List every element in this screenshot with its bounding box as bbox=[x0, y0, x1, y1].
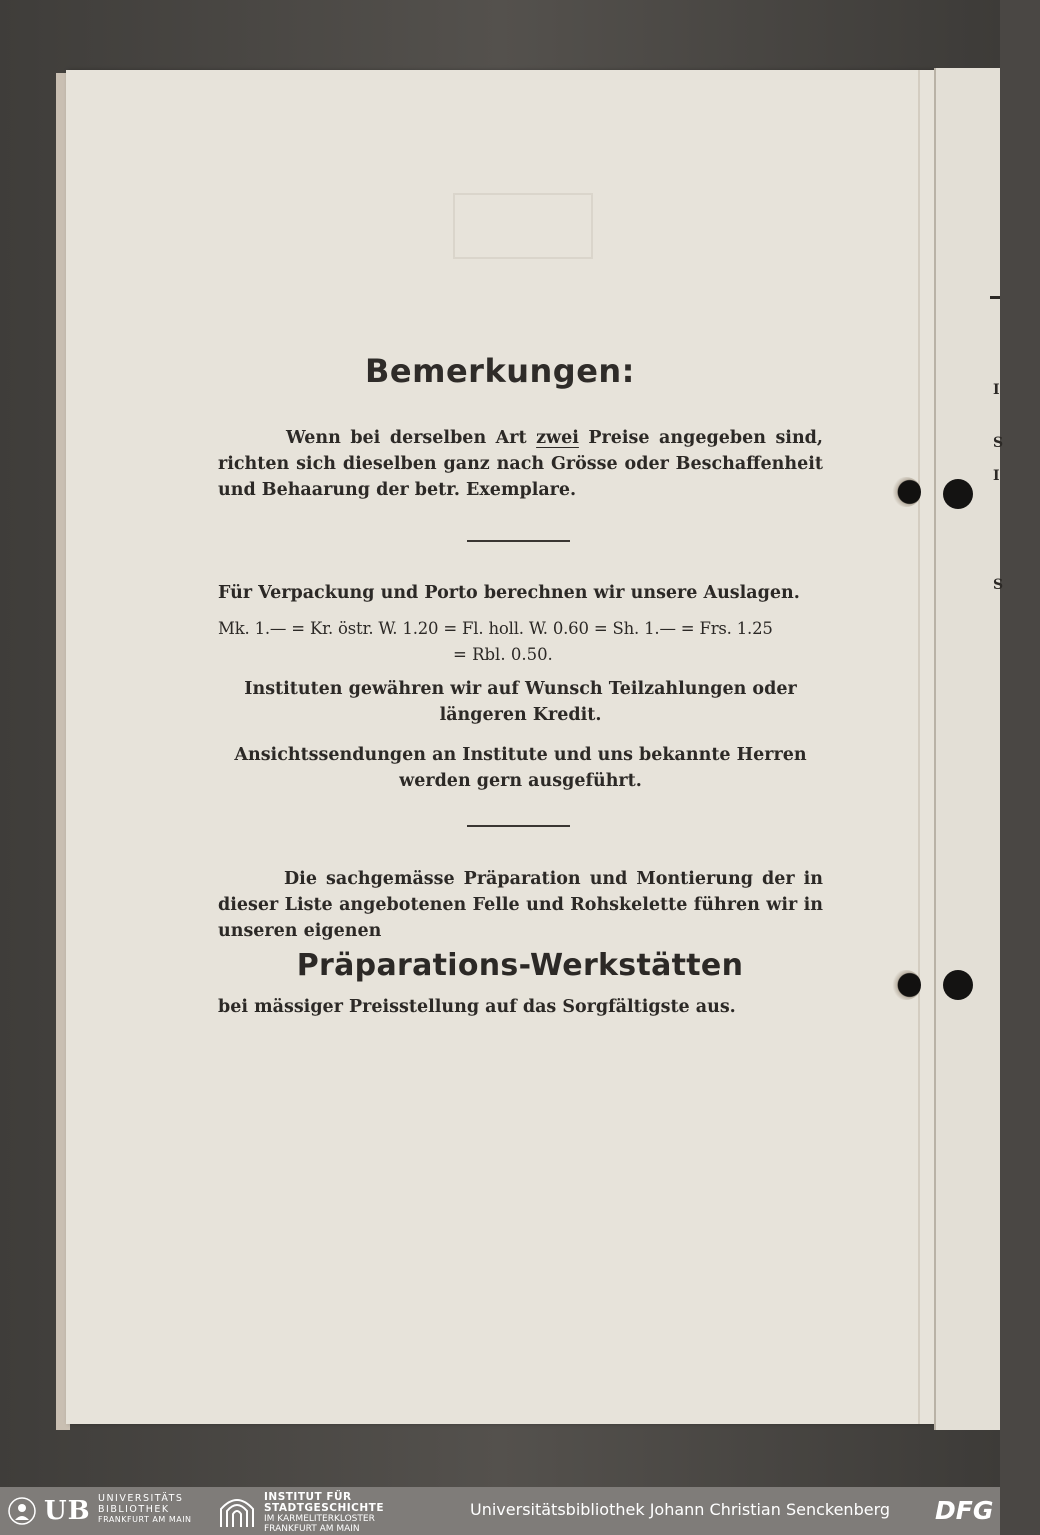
facing-page-fragment: S bbox=[993, 577, 1004, 593]
paragraph-approval: Ansichtssendungen an Institute und uns bekannte Herren werden gern ausgeführt. bbox=[234, 745, 807, 791]
library-seal-icon bbox=[8, 1496, 36, 1526]
facing-page-fragment: I bbox=[993, 468, 1000, 484]
page-heading: Bemerkungen: bbox=[365, 352, 635, 390]
currency-conversion-line-2: = Rbl. 0.50. bbox=[453, 645, 553, 664]
facing-page-fragment: I bbox=[993, 382, 1000, 398]
paragraph-credit: Instituten gewähren wir auf Wunsch Teilzahlungen oder längeren Kredit. bbox=[244, 679, 797, 725]
facing-page bbox=[934, 68, 1000, 1430]
institute-line: STADTGESCHICHTE bbox=[264, 1502, 384, 1514]
paragraph-prices-before: Wenn bei derselben Art bbox=[286, 428, 537, 448]
paragraph-preparation: Die sachgemässe Präparation und Montierung der in dieser Liste angebotenen Felle und Rohskelette führen wir in unseren eigenen bbox=[218, 869, 823, 941]
institute-wordmark bbox=[264, 1492, 384, 1534]
punch-hole bbox=[891, 970, 921, 1000]
paragraph-prices bbox=[218, 425, 823, 503]
page-gutter bbox=[918, 70, 920, 1424]
ub-line: BIBLIOTHEK bbox=[98, 1503, 170, 1515]
paragraph-prices-emphasis: zwei bbox=[536, 428, 579, 448]
section-divider bbox=[467, 825, 570, 827]
bleed-through-stamp bbox=[453, 193, 593, 259]
institute-line: INSTITUT FÜR bbox=[264, 1491, 352, 1503]
institute-line: IM KARMELITERKLOSTER bbox=[264, 1514, 375, 1524]
currency-conversion-line: Mk. 1.— = Kr. östr. W. 1.20 = Fl. holl. W. 0.60 = Sh. 1.— = Frs. 1.25 bbox=[218, 619, 773, 638]
punch-hole bbox=[943, 479, 973, 509]
institute-arch-icon bbox=[218, 1495, 256, 1527]
ub-logo: UB bbox=[44, 1496, 91, 1526]
footer-bar bbox=[0, 1487, 1000, 1535]
library-name: Universitätsbibliothek Johann Christian Senckenberg bbox=[470, 1500, 891, 1519]
paragraph-pricing: bei mässiger Preisstellung auf das Sorgfältigste aus. bbox=[218, 997, 736, 1017]
institute-line: FRANKFURT AM MAIN bbox=[264, 1524, 360, 1534]
dfg-logo: DFG bbox=[935, 1496, 994, 1525]
paragraph-prices-after: Preise angegeben sind, richten sich dieselben ganz nach Grösse oder Beschaffenheit und Behaarung der betr. Exemplare. bbox=[218, 428, 824, 500]
section-divider bbox=[467, 540, 570, 542]
punch-hole bbox=[891, 477, 921, 507]
punch-hole bbox=[943, 970, 973, 1000]
facing-page-rule bbox=[990, 296, 1000, 299]
ub-line: FRANKFURT AM MAIN bbox=[98, 1515, 192, 1524]
ub-line: UNIVERSITÄTS bbox=[98, 1493, 184, 1504]
paragraph-shipping: Für Verpackung und Porto berechnen wir unsere Auslagen. bbox=[218, 583, 800, 603]
facing-page-fragment: S bbox=[993, 435, 1004, 451]
workshop-heading: Präparations-Werkstätten bbox=[296, 948, 744, 983]
ub-wordmark bbox=[98, 1494, 192, 1526]
